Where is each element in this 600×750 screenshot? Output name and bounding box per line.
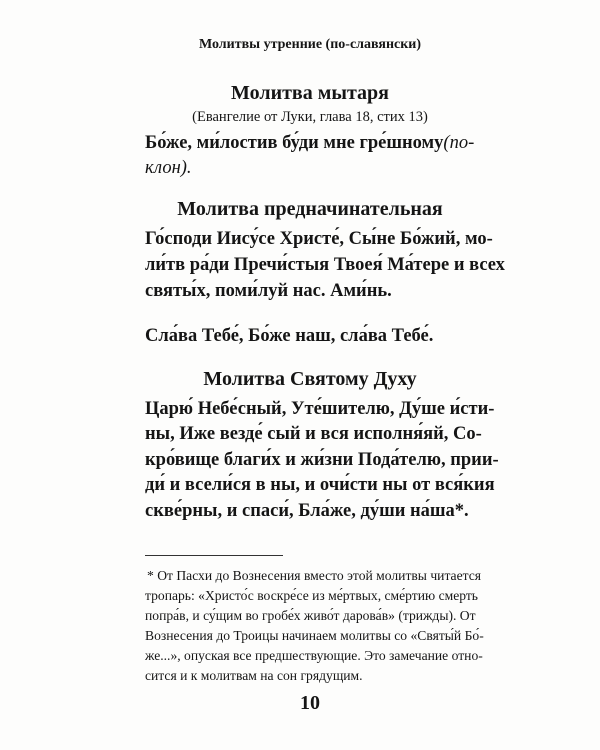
page-number: 10 xyxy=(300,692,320,714)
prayer-line: Сла́ва Тебе́, Бо́же наш, сла́ва Тебе́. xyxy=(145,326,434,346)
running-header: Молитвы утренние (по-славянски) xyxy=(198,37,422,52)
prayer-line: Го́споди Иису́се Христе́, Сы́не Бо́жий, мо- xyxy=(145,229,493,249)
section-title: Молитва Святому Духу xyxy=(203,368,417,390)
footnote-line: тропарь: «Христо́с воскре́се из ме́ртвых, сме́ртию смерть xyxy=(145,588,478,603)
section-title: Молитва мытаря xyxy=(231,82,389,104)
prayer-italic-note: (по- xyxy=(443,133,475,153)
footnote-line: * От Пасхи до Вознесения вместо этой молитвы читается xyxy=(147,568,482,583)
prayer-line: ди́ и всели́ся в ны, и очи́сти ны от вся́кия xyxy=(145,475,495,495)
footnote-line: сится и к молитвам на сон грядущим. xyxy=(145,668,363,683)
footnote-line: попра́в, и су́щим во гробе́х живо́т дарова́в» (трижды). От xyxy=(145,608,476,623)
prayer-line: Царю́ Небе́сный, Уте́шителю, Ду́ше и́сти- xyxy=(145,399,495,419)
prayer-line: скве́рны, и спаси́, Бла́же, ду́ши на́ша*. xyxy=(145,501,469,521)
section-title: Молитва предначинательная xyxy=(177,198,443,220)
prayer-line: ны, Иже везде́ сый и вся исполня́яй, Со- xyxy=(145,424,482,444)
prayer-line: святы́х, поми́луй нас. Ами́нь. xyxy=(145,281,392,301)
section-source: (Евангелие от Луки, глава 18, стих 13) xyxy=(192,109,428,125)
prayer-text: Бо́же, ми́лостив бу́ди мне гре́шному xyxy=(145,133,444,153)
prayer-line xyxy=(145,133,475,154)
prayer-line: кро́вище благи́х и жи́зни Пода́телю, прии- xyxy=(145,450,499,470)
footnote-divider xyxy=(145,555,283,556)
footnote-line: же...», опуская все предшествующие. Это замечание отно- xyxy=(145,648,483,663)
footnote-line: Вознесения до Троицы начинаем молитвы со «Святы́й Бо́- xyxy=(145,628,484,643)
prayer-line: ли́тв ра́ди Пречи́стыя Твоея́ Ма́тере и всех xyxy=(145,255,505,275)
prayer-line: клон). xyxy=(145,158,192,178)
